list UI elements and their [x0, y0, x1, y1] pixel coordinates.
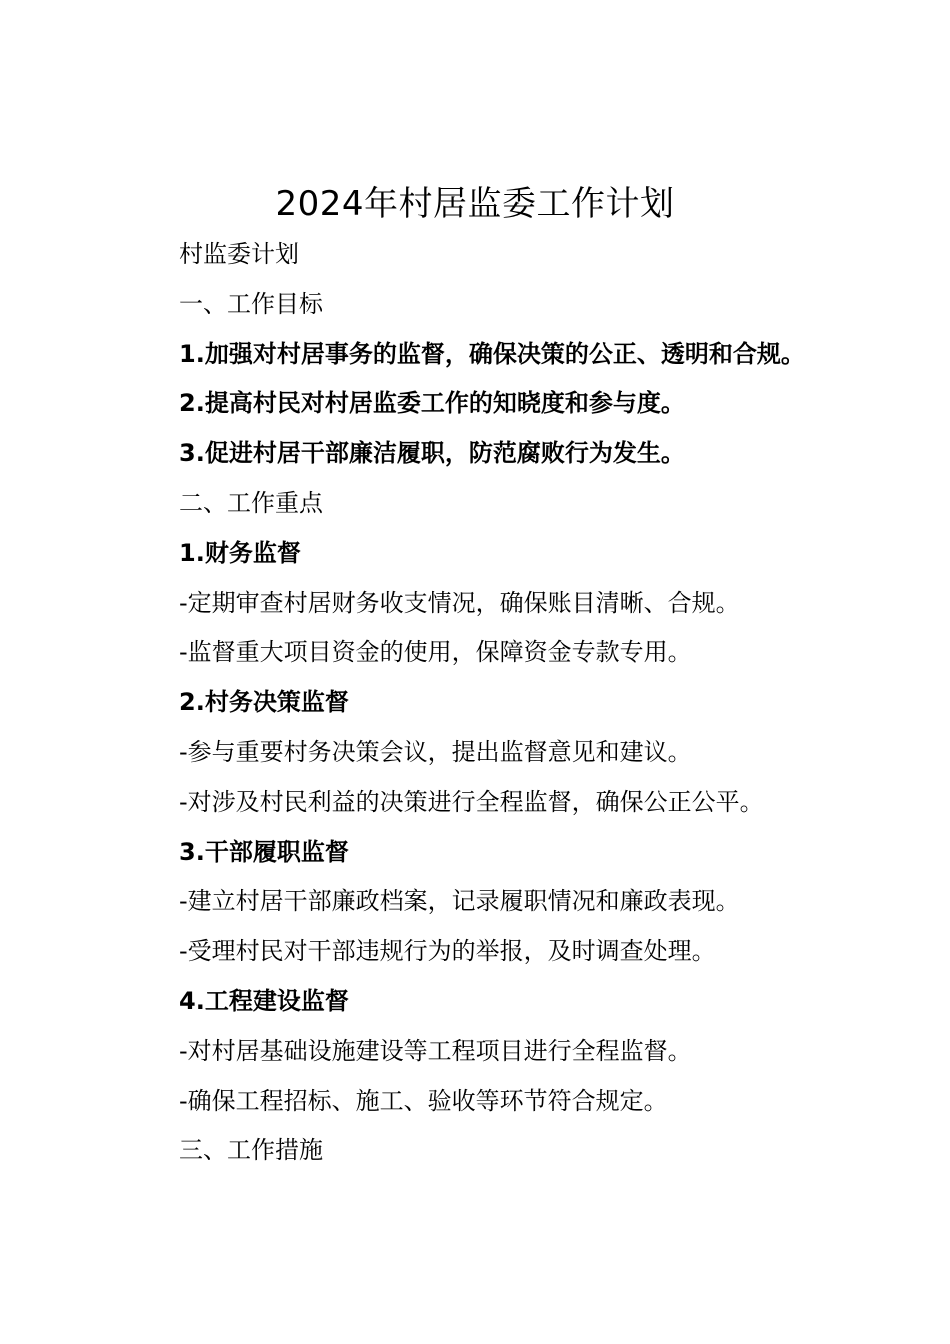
bold-paragraph: 2.提高村民对村居监委工作的知晓度和参与度。 — [179, 389, 685, 418]
paragraph: 二、工作重点 — [179, 488, 323, 517]
paragraph: -监督重大项目资金的使用，保障资金专款专用。 — [179, 638, 692, 667]
paragraph: 村监委计划 — [179, 240, 299, 268]
paragraph: -定期审查村居财务收支情况，确保账目清晰、合规。 — [179, 588, 740, 617]
bold-paragraph: 3.促进村居干部廉洁履职，防范腐败行为发生。 — [179, 439, 685, 468]
document-title: 2024年村居监委工作计划 — [275, 184, 675, 224]
paragraph: 三、工作措施 — [179, 1136, 323, 1165]
paragraph: -对村居基础设施建设等工程项目进行全程监督。 — [179, 1036, 692, 1065]
paragraph: -受理村民对干部违规行为的举报，及时调查处理。 — [179, 937, 716, 966]
bold-paragraph: 1.加强对村居事务的监督，确保决策的公正、透明和合规。 — [179, 339, 805, 368]
bold-paragraph: 2.村务决策监督 — [179, 688, 349, 717]
paragraph: 一、工作目标 — [179, 289, 323, 318]
paragraph: -确保工程招标、施工、验收等环节符合规定。 — [179, 1086, 668, 1115]
bold-paragraph: 3.干部履职监督 — [179, 837, 349, 866]
paragraph: -建立村居干部廉政档案，记录履职情况和廉政表现。 — [179, 887, 740, 916]
paragraph: -参与重要村务决策会议，提出监督意见和建议。 — [179, 737, 692, 766]
bold-paragraph: 1.财务监督 — [179, 538, 301, 567]
bold-paragraph: 4.工程建设监督 — [179, 986, 349, 1015]
document-body — [179, 230, 899, 1176]
paragraph: -对涉及村民利益的决策进行全程监督，确保公正公平。 — [179, 787, 764, 816]
